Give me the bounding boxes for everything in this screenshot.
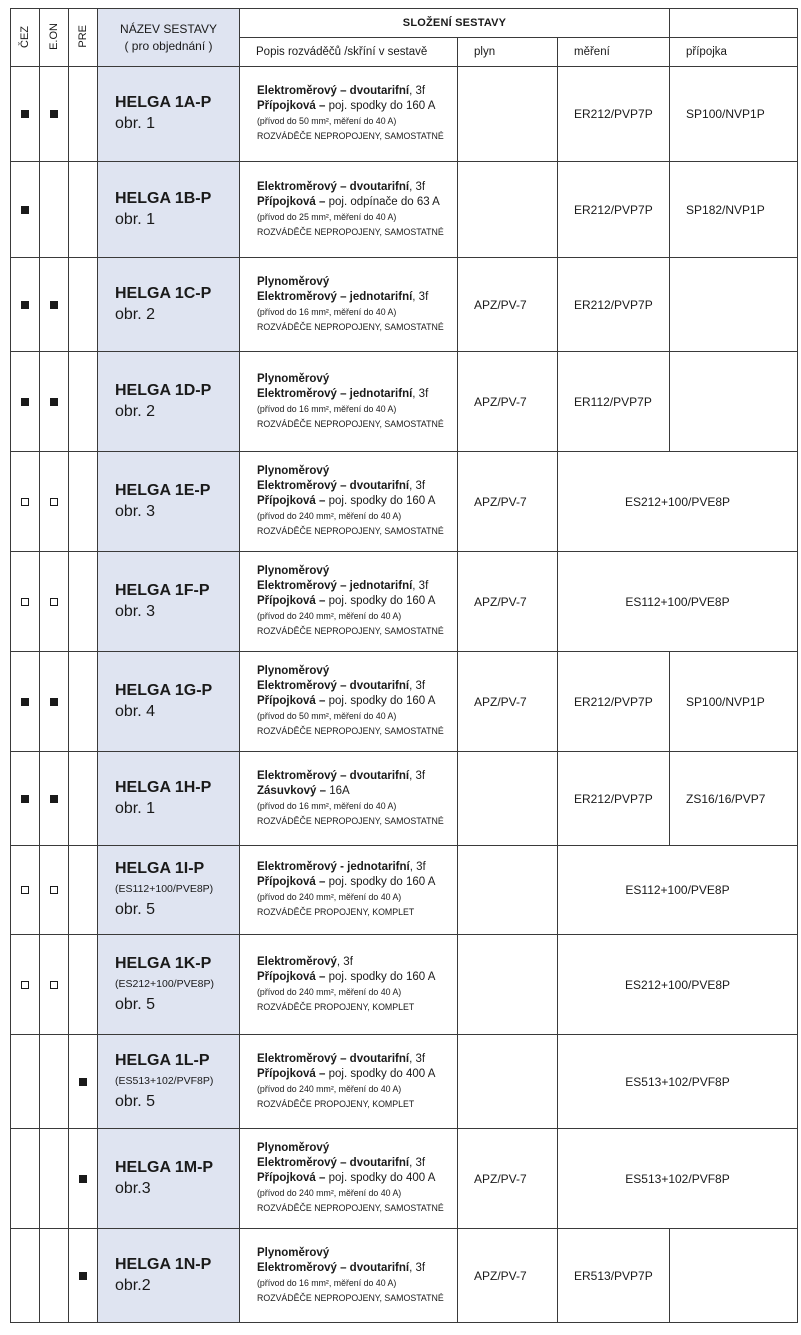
description-line bbox=[257, 564, 457, 579]
figure-ref: obr. 3 bbox=[115, 602, 156, 620]
description-normal: , 3f bbox=[409, 1052, 426, 1065]
assembly-name: HELGA 1N-P bbox=[115, 1255, 212, 1273]
description-line bbox=[257, 275, 457, 290]
description-bold: Elektroměrový – dvoutarifní bbox=[257, 680, 410, 692]
header-pre: PRE bbox=[69, 9, 98, 67]
filled-square-icon bbox=[79, 1272, 87, 1280]
mark-eon bbox=[40, 846, 69, 935]
table-row bbox=[11, 935, 798, 1035]
description-line: (přívod do 240 mm², měření do 40 A) bbox=[257, 611, 402, 621]
table-row bbox=[11, 67, 798, 162]
description-bold: Plynoměrový bbox=[257, 372, 330, 385]
table-row bbox=[11, 452, 798, 552]
table-row bbox=[11, 352, 798, 452]
figure-ref: obr. 5 bbox=[115, 1092, 156, 1110]
mark-pre bbox=[69, 1129, 98, 1229]
table-row bbox=[11, 1129, 798, 1229]
mark-pre bbox=[69, 162, 98, 258]
description-bold: Plynoměrový bbox=[257, 1246, 330, 1259]
description-line: (přívod do 16 mm², měření do 40 A) bbox=[257, 1277, 397, 1288]
description-line bbox=[257, 1052, 457, 1067]
open-square-icon bbox=[21, 598, 29, 606]
gas-cell bbox=[458, 67, 558, 162]
description-line bbox=[257, 494, 457, 509]
description-line bbox=[257, 99, 457, 114]
gas-cell: APZ/PV-7 bbox=[458, 1129, 558, 1229]
description-line: ROZVÁDĚČE NEPROPOJENY, SAMOSTATNÉ bbox=[257, 1203, 444, 1213]
assembly-name: HELGA 1L-P bbox=[115, 1051, 210, 1069]
assembly-name: HELGA 1I-P bbox=[115, 860, 205, 877]
description-line: ROZVÁDĚČE NEPROPOJENY, SAMOSTATNÉ bbox=[257, 815, 444, 826]
figure-ref: obr. 4 bbox=[115, 702, 156, 720]
description-line bbox=[257, 1141, 457, 1156]
description-normal: , 3f bbox=[409, 85, 426, 97]
description-cell bbox=[240, 352, 458, 452]
filled-square-icon bbox=[21, 301, 29, 309]
description-normal: , 3f bbox=[409, 180, 426, 193]
header-assembly-name: NÁZEV SESTAVY ( pro objednání ) bbox=[98, 9, 240, 67]
gas-cell bbox=[458, 1035, 558, 1129]
metering-cell: ER112/PVP7P bbox=[558, 352, 670, 452]
mark-cez bbox=[11, 162, 40, 258]
description-bold: Elektroměrový – jednotarifní bbox=[257, 387, 413, 400]
description-line: (přívod do 16 mm², měření do 40 A) bbox=[257, 403, 397, 414]
filled-square-icon bbox=[21, 110, 29, 118]
mark-cez bbox=[11, 67, 40, 162]
assembly-name: HELGA 1F-P bbox=[115, 581, 210, 599]
mark-pre bbox=[69, 1229, 98, 1323]
description-cell bbox=[240, 452, 458, 552]
description-bold: Elektroměrový – dvoutarifní bbox=[257, 480, 410, 492]
gas-cell bbox=[458, 846, 558, 935]
description-normal: , 3f bbox=[409, 861, 426, 873]
filled-square-icon bbox=[50, 398, 58, 406]
assembly-name-cell bbox=[98, 452, 240, 552]
description-cell bbox=[240, 1129, 458, 1229]
gas-cell: APZ/PV-7 bbox=[458, 452, 558, 552]
connection-cell: SP182/NVP1P bbox=[670, 162, 798, 258]
assembly-name-cell bbox=[98, 652, 240, 752]
description-line: ROZVÁDĚČE NEPROPOJENY, SAMOSTATNÉ bbox=[257, 1292, 444, 1303]
mark-eon bbox=[40, 752, 69, 846]
open-square-icon bbox=[50, 981, 58, 989]
description-bold: Elektroměrový – dvoutarifní bbox=[257, 769, 410, 782]
description-line: ROZVÁDĚČE PROPOJENY, KOMPLET bbox=[257, 1001, 415, 1012]
description-line: (přívod do 240 mm², měření do 40 A) bbox=[257, 892, 402, 902]
filled-square-icon bbox=[21, 795, 29, 803]
description-cell bbox=[240, 935, 458, 1035]
connection-cell: SP100/NVP1P bbox=[670, 652, 798, 752]
filled-square-icon bbox=[79, 1175, 87, 1183]
figure-ref: obr. 5 bbox=[115, 995, 156, 1013]
assembly-name-cell bbox=[98, 1229, 240, 1323]
assembly-name-cell bbox=[98, 1129, 240, 1229]
mark-eon bbox=[40, 162, 69, 258]
description-line bbox=[257, 1156, 457, 1171]
figure-ref: obr.3 bbox=[115, 1179, 151, 1197]
filled-square-icon bbox=[21, 206, 29, 214]
description-normal: 16A bbox=[329, 784, 350, 797]
description-line bbox=[257, 664, 457, 679]
description-normal: poj. odpínače do 63 A bbox=[328, 195, 440, 208]
assembly-name: HELGA 1C-P bbox=[115, 284, 212, 302]
open-square-icon bbox=[50, 598, 58, 606]
mark-eon bbox=[40, 452, 69, 552]
mark-cez bbox=[11, 352, 40, 452]
assembly-name-cell bbox=[98, 162, 240, 258]
description-normal: poj. spodky do 400 A bbox=[328, 1172, 436, 1184]
assembly-table bbox=[10, 8, 798, 1323]
mark-pre bbox=[69, 258, 98, 352]
assembly-name: HELGA 1A-P bbox=[115, 94, 212, 111]
description-line bbox=[257, 290, 457, 305]
description-bold: Plynoměrový bbox=[257, 665, 330, 677]
gas-cell bbox=[458, 935, 558, 1035]
description-bold: Přípojková – bbox=[257, 595, 329, 607]
description-line bbox=[257, 1261, 457, 1276]
description-line bbox=[257, 679, 457, 694]
description-bold: Plynoměrový bbox=[257, 565, 330, 577]
combined-unit-cell: ES212+100/PVE8P bbox=[558, 452, 798, 552]
mark-pre bbox=[69, 452, 98, 552]
description-line: ROZVÁDĚČE NEPROPOJENY, SAMOSTATNÉ bbox=[257, 726, 444, 736]
description-line bbox=[257, 860, 457, 875]
header-gas: plyn bbox=[458, 38, 558, 67]
mark-cez bbox=[11, 1129, 40, 1229]
description-cell bbox=[240, 162, 458, 258]
description-line bbox=[257, 694, 457, 709]
mark-cez bbox=[11, 1035, 40, 1129]
mark-eon bbox=[40, 258, 69, 352]
mark-cez bbox=[11, 452, 40, 552]
description-cell bbox=[240, 67, 458, 162]
description-line: (přívod do 16 mm², měření do 40 A) bbox=[257, 800, 397, 811]
open-square-icon bbox=[21, 498, 29, 506]
assembly-name-cell bbox=[98, 1035, 240, 1129]
mark-pre bbox=[69, 67, 98, 162]
description-line bbox=[257, 387, 457, 402]
assembly-name: HELGA 1B-P bbox=[115, 189, 212, 207]
description-line bbox=[257, 479, 457, 494]
description-line: ROZVÁDĚČE NEPROPOJENY, SAMOSTATNÉ bbox=[257, 418, 444, 429]
table-body bbox=[11, 67, 798, 1323]
description-line: (přívod do 240 mm², měření do 40 A) bbox=[257, 1083, 402, 1094]
combined-unit-cell: ES112+100/PVE8P bbox=[558, 846, 798, 935]
assembly-name: HELGA 1K-P bbox=[115, 954, 212, 972]
description-bold: Elektroměrový – dvoutarifní bbox=[257, 1052, 410, 1065]
gas-cell bbox=[458, 162, 558, 258]
description-bold: Zásuvkový – bbox=[257, 784, 330, 797]
open-square-icon bbox=[21, 981, 29, 989]
assembly-name: HELGA 1E-P bbox=[115, 481, 211, 499]
description-line: (přívod do 240 mm², měření do 40 A) bbox=[257, 1188, 402, 1198]
mark-cez bbox=[11, 652, 40, 752]
description-cell bbox=[240, 846, 458, 935]
description-cell bbox=[240, 1229, 458, 1323]
mark-eon bbox=[40, 652, 69, 752]
description-line bbox=[257, 464, 457, 479]
assembly-name-cell bbox=[98, 846, 240, 935]
gas-cell: APZ/PV-7 bbox=[458, 1229, 558, 1323]
assembly-name-cell bbox=[98, 258, 240, 352]
description-bold: Přípojková – bbox=[257, 100, 329, 112]
description-line bbox=[257, 955, 457, 970]
open-square-icon bbox=[21, 886, 29, 894]
gas-cell: APZ/PV-7 bbox=[458, 352, 558, 452]
description-line bbox=[257, 594, 457, 609]
mark-eon bbox=[40, 1129, 69, 1229]
connection-cell bbox=[670, 1229, 798, 1323]
mark-cez bbox=[11, 935, 40, 1035]
open-square-icon bbox=[50, 886, 58, 894]
description-bold: Plynoměrový bbox=[257, 1142, 330, 1154]
metering-cell: ER212/PVP7P bbox=[558, 67, 670, 162]
description-line: ROZVÁDĚČE PROPOJENY, KOMPLET bbox=[257, 1098, 415, 1109]
description-bold: Elektroměrový bbox=[257, 955, 337, 968]
connection-cell: SP100/NVP1P bbox=[670, 67, 798, 162]
combined-unit-cell: ES513+102/PVF8P bbox=[558, 1129, 798, 1229]
mark-cez bbox=[11, 846, 40, 935]
filled-square-icon bbox=[50, 110, 58, 118]
metering-cell: ER513/PVP7P bbox=[558, 1229, 670, 1323]
description-normal: poj. spodky do 160 A bbox=[328, 876, 436, 888]
description-cell bbox=[240, 652, 458, 752]
table-row bbox=[11, 552, 798, 652]
mark-eon bbox=[40, 935, 69, 1035]
description-bold: Přípojková – bbox=[257, 1067, 329, 1080]
header-eon: E.ON bbox=[40, 9, 69, 67]
assembly-code: (ES212+100/PVE8P) bbox=[115, 977, 214, 990]
mark-eon bbox=[40, 1229, 69, 1323]
description-cell bbox=[240, 1035, 458, 1129]
description-line bbox=[257, 1067, 457, 1082]
open-square-icon bbox=[50, 498, 58, 506]
figure-ref: obr. 1 bbox=[115, 799, 156, 817]
description-bold: Elektroměrový - jednotarifní bbox=[257, 861, 410, 873]
description-normal: poj. spodky do 400 A bbox=[328, 1067, 436, 1080]
figure-ref: obr. 1 bbox=[115, 115, 156, 132]
assembly-name: HELGA 1G-P bbox=[115, 681, 213, 699]
description-line: ROZVÁDĚČE PROPOJENY, KOMPLET bbox=[257, 907, 415, 917]
description-line: ROZVÁDĚČE NEPROPOJENY, SAMOSTATNÉ bbox=[257, 226, 444, 237]
mark-eon bbox=[40, 67, 69, 162]
description-normal: poj. spodky do 160 A bbox=[328, 695, 436, 707]
connection-cell bbox=[670, 258, 798, 352]
description-bold: Přípojková – bbox=[257, 876, 329, 888]
description-line bbox=[257, 970, 457, 985]
assembly-name: HELGA 1H-P bbox=[115, 778, 212, 796]
description-line: (přívod do 240 mm², měření do 40 A) bbox=[257, 511, 402, 521]
mark-pre bbox=[69, 352, 98, 452]
figure-ref: obr. 3 bbox=[115, 502, 156, 520]
mark-eon bbox=[40, 1035, 69, 1129]
description-normal: poj. spodky do 160 A bbox=[328, 100, 436, 112]
assembly-name-cell bbox=[98, 935, 240, 1035]
metering-cell: ER212/PVP7P bbox=[558, 258, 670, 352]
assembly-name-cell bbox=[98, 67, 240, 162]
mark-eon bbox=[40, 552, 69, 652]
filled-square-icon bbox=[50, 795, 58, 803]
description-normal: , 3f bbox=[336, 955, 353, 968]
combined-unit-cell: ES212+100/PVE8P bbox=[558, 935, 798, 1035]
table-row bbox=[11, 162, 798, 258]
connection-cell bbox=[670, 352, 798, 452]
description-cell bbox=[240, 552, 458, 652]
header-connection: přípojka bbox=[670, 38, 798, 67]
connection-cell: ZS16/16/PVP7 bbox=[670, 752, 798, 846]
table-row bbox=[11, 752, 798, 846]
header-description: Popis rozváděčů /skříní v sestavě bbox=[240, 38, 458, 67]
description-bold: Elektroměrový – dvoutarifní bbox=[257, 85, 410, 97]
description-line: ROZVÁDĚČE NEPROPOJENY, SAMOSTATNÉ bbox=[257, 626, 444, 636]
description-line bbox=[257, 1171, 457, 1186]
figure-ref: obr.2 bbox=[115, 1276, 151, 1294]
assembly-name: HELGA 1M-P bbox=[115, 1158, 214, 1176]
filled-square-icon bbox=[50, 301, 58, 309]
description-normal: poj. spodky do 160 A bbox=[328, 495, 436, 507]
description-normal: poj. spodky do 160 A bbox=[328, 595, 436, 607]
description-line: ROZVÁDĚČE NEPROPOJENY, SAMOSTATNÉ bbox=[257, 526, 444, 536]
combined-unit-cell: ES513+102/PVF8P bbox=[558, 1035, 798, 1129]
header-cez: ČEZ bbox=[11, 9, 40, 67]
filled-square-icon bbox=[50, 698, 58, 706]
mark-pre bbox=[69, 846, 98, 935]
description-normal: , 3f bbox=[409, 1261, 426, 1274]
description-line bbox=[257, 875, 457, 890]
description-bold: Plynoměrový bbox=[257, 275, 330, 288]
figure-ref: obr. 2 bbox=[115, 305, 156, 323]
description-cell bbox=[240, 752, 458, 846]
description-line bbox=[257, 84, 457, 99]
description-bold: Přípojková – bbox=[257, 695, 329, 707]
table-row bbox=[11, 1035, 798, 1129]
mark-pre bbox=[69, 652, 98, 752]
gas-cell: APZ/PV-7 bbox=[458, 258, 558, 352]
description-line: (přívod do 240 mm², měření do 40 A) bbox=[257, 986, 402, 997]
description-bold: Elektroměrový – jednotarifní bbox=[257, 290, 413, 303]
description-cell bbox=[240, 258, 458, 352]
description-line bbox=[257, 579, 457, 594]
mark-pre bbox=[69, 935, 98, 1035]
description-normal: , 3f bbox=[409, 480, 426, 492]
description-line bbox=[257, 180, 457, 195]
metering-cell: ER212/PVP7P bbox=[558, 652, 670, 752]
description-line: ROZVÁDĚČE NEPROPOJENY, SAMOSTATNÉ bbox=[257, 321, 444, 332]
description-line bbox=[257, 372, 457, 387]
description-normal: , 3f bbox=[409, 1157, 426, 1169]
description-normal: , 3f bbox=[412, 580, 429, 592]
assembly-name-cell bbox=[98, 352, 240, 452]
mark-pre bbox=[69, 752, 98, 846]
assembly-name-cell bbox=[98, 552, 240, 652]
description-bold: Přípojková – bbox=[257, 970, 329, 983]
description-line: ROZVÁDĚČE NEPROPOJENY, SAMOSTATNÉ bbox=[257, 131, 444, 141]
mark-cez bbox=[11, 258, 40, 352]
description-line: (přívod do 25 mm², měření do 40 A) bbox=[257, 211, 397, 222]
figure-ref: obr. 5 bbox=[115, 901, 156, 918]
description-bold: Elektroměrový – jednotarifní bbox=[257, 580, 413, 592]
metering-cell: ER212/PVP7P bbox=[558, 752, 670, 846]
gas-cell: APZ/PV-7 bbox=[458, 552, 558, 652]
table-row bbox=[11, 846, 798, 935]
combined-unit-cell: ES112+100/PVE8P bbox=[558, 552, 798, 652]
filled-square-icon bbox=[21, 698, 29, 706]
description-line bbox=[257, 784, 457, 799]
metering-cell: ER212/PVP7P bbox=[558, 162, 670, 258]
mark-eon bbox=[40, 352, 69, 452]
description-line: (přívod do 50 mm², měření do 40 A) bbox=[257, 711, 397, 721]
mark-cez bbox=[11, 752, 40, 846]
description-line bbox=[257, 195, 457, 210]
description-normal: , 3f bbox=[412, 387, 429, 400]
description-normal: poj. spodky do 160 A bbox=[328, 970, 436, 983]
description-bold: Přípojková – bbox=[257, 1172, 329, 1184]
table-row bbox=[11, 258, 798, 352]
description-bold: Přípojková – bbox=[257, 495, 329, 507]
description-line bbox=[257, 1246, 457, 1261]
figure-ref: obr. 2 bbox=[115, 402, 156, 420]
description-normal: , 3f bbox=[409, 680, 426, 692]
filled-square-icon bbox=[79, 1078, 87, 1086]
header-composition: SLOŽENÍ SESTAVY bbox=[240, 9, 670, 38]
description-bold: Elektroměrový – dvoutarifní bbox=[257, 1261, 410, 1274]
description-bold: Elektroměrový – dvoutarifní bbox=[257, 1157, 410, 1169]
description-normal: , 3f bbox=[412, 290, 429, 303]
assembly-code: (ES513+102/PVF8P) bbox=[115, 1074, 214, 1087]
description-bold: Elektroměrový – dvoutarifní bbox=[257, 180, 410, 193]
table-row bbox=[11, 652, 798, 752]
table-row bbox=[11, 1229, 798, 1323]
filled-square-icon bbox=[21, 398, 29, 406]
description-normal: , 3f bbox=[409, 769, 426, 782]
mark-cez bbox=[11, 552, 40, 652]
mark-pre bbox=[69, 552, 98, 652]
figure-ref: obr. 1 bbox=[115, 210, 156, 228]
mark-pre bbox=[69, 1035, 98, 1129]
header-empty bbox=[670, 9, 798, 38]
mark-cez bbox=[11, 1229, 40, 1323]
assembly-name-cell bbox=[98, 752, 240, 846]
gas-cell: APZ/PV-7 bbox=[458, 652, 558, 752]
assembly-name: HELGA 1D-P bbox=[115, 381, 212, 399]
description-bold: Přípojková – bbox=[257, 195, 329, 208]
gas-cell bbox=[458, 752, 558, 846]
description-line: (přívod do 16 mm², měření do 40 A) bbox=[257, 306, 397, 317]
assembly-code: (ES112+100/PVE8P) bbox=[115, 883, 214, 895]
description-line bbox=[257, 769, 457, 784]
description-bold: Plynoměrový bbox=[257, 465, 330, 477]
header-metering: měření bbox=[558, 38, 670, 67]
description-line: (přívod do 50 mm², měření do 40 A) bbox=[257, 116, 397, 126]
